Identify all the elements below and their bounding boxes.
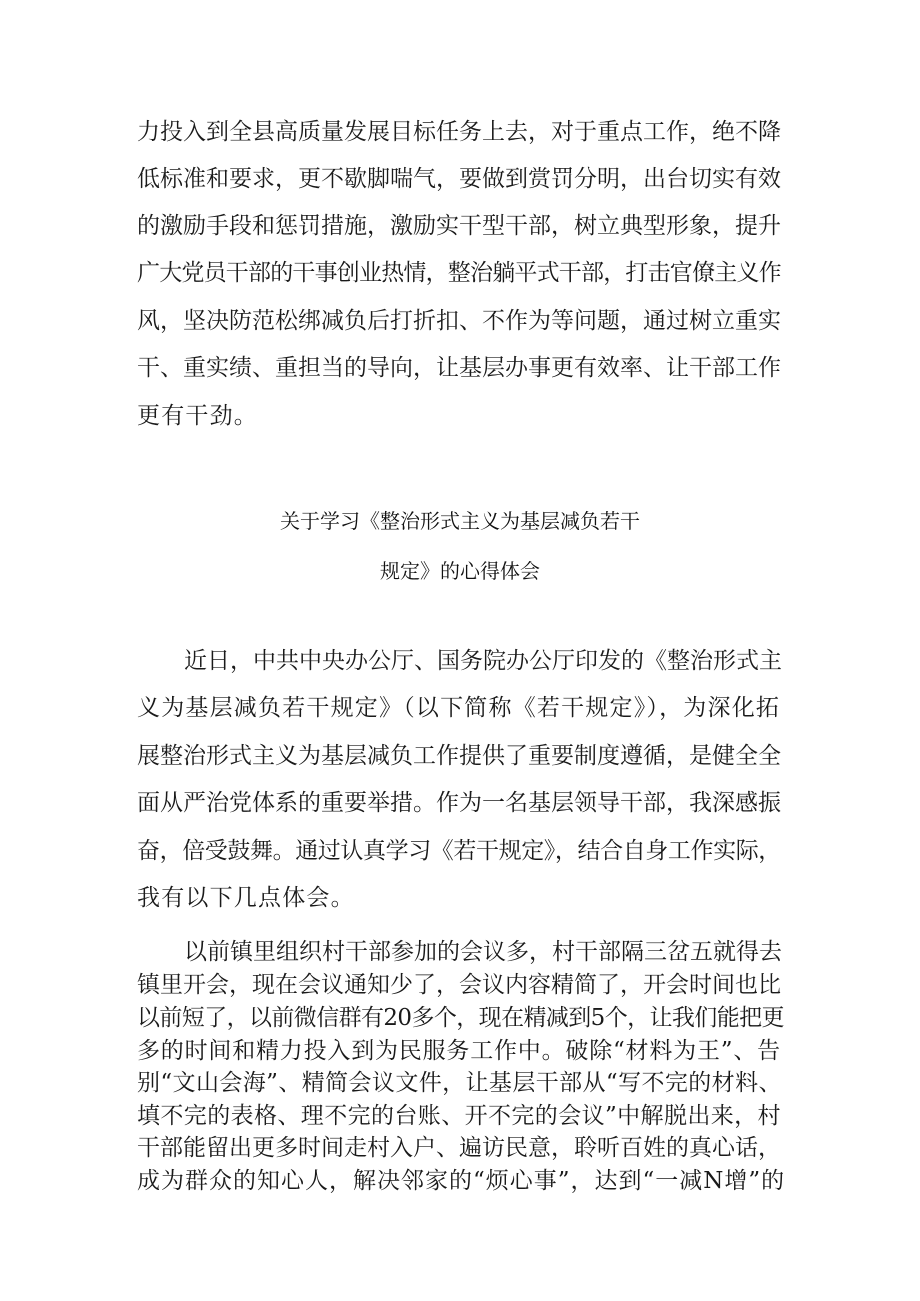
paragraph-line: 风，坚决防范松绑减负后打折扣、不作为等问题，通过树立重实 <box>137 308 781 334</box>
paragraph-line: 更有干劲。 <box>137 403 258 429</box>
paragraph-line: 多的时间和精力投入到为民服务工作中。破除“材料为王”、告 <box>137 1038 781 1064</box>
paragraph-line: 干、重实绩、重担当的导向，让基层办事更有效率、让干部工作 <box>137 355 781 381</box>
paragraph-line: 广大党员干部的干事创业热情，整治躺平式干部，打击官僚主义作 <box>137 260 781 286</box>
paragraph-line: 奋，倍受鼓舞。通过认真学习《若干规定》，结合自身工作实际， <box>137 838 781 864</box>
paragraph-line: 力投入到全县高质量发展目标任务上去，对于重点工作，绝不降 <box>137 119 781 145</box>
paragraph-line: 义为基层减负若干规定》（以下简称《若干规定》），为深化拓 <box>137 695 781 721</box>
paragraph-line: 面从严治党体系的重要举措。作为一名基层领导干部，我深感振 <box>137 790 781 816</box>
title-line-2: 规定》的心得体会 <box>380 559 540 583</box>
paragraph-line: 以前短了，以前微信群有20多个，现在精减到5个，让我们能把更 <box>137 1005 784 1031</box>
paragraph-line: 的激励手段和惩罚措施，激励实干型干部，树立典型形象，提升 <box>137 213 781 239</box>
paragraph-line: 别“文山会海”、精简会议文件，让基层干部从“写不完的材料、 <box>137 1070 782 1096</box>
paragraph-line: 展整治形式主义为基层减负工作提供了重要制度遵循，是健全全 <box>137 743 781 769</box>
paragraph-line: 镇里开会，现在会议通知少了，会议内容精简了，开会时间也比 <box>137 972 781 998</box>
paragraph-line: 我有以下几点体会。 <box>137 885 355 911</box>
paragraph-line: 近日，中共中央办公厅、国务院办公厅印发的《整治形式主 <box>184 648 782 674</box>
paragraph-line: 填不完的表格、理不完的台账、开不完的会议”中解脱出来，村 <box>137 1103 781 1129</box>
paragraph-line: 低标准和要求，更不歇脚喘气，要做到赏罚分明，出台切实有效 <box>137 166 781 192</box>
paragraph-line: 成为群众的知心人，解决邻家的“烦心事”，达到“一减N增”的 <box>137 1168 786 1194</box>
paragraph-line: 以前镇里组织村干部参加的会议多，村干部隔三岔五就得去 <box>184 939 782 965</box>
paragraph-line: 干部能留出更多时间走村入户、遍访民意，聆听百姓的真心话， <box>137 1135 781 1161</box>
title-line-1: 关于学习《整治形式主义为基层减负若干 <box>280 509 640 533</box>
